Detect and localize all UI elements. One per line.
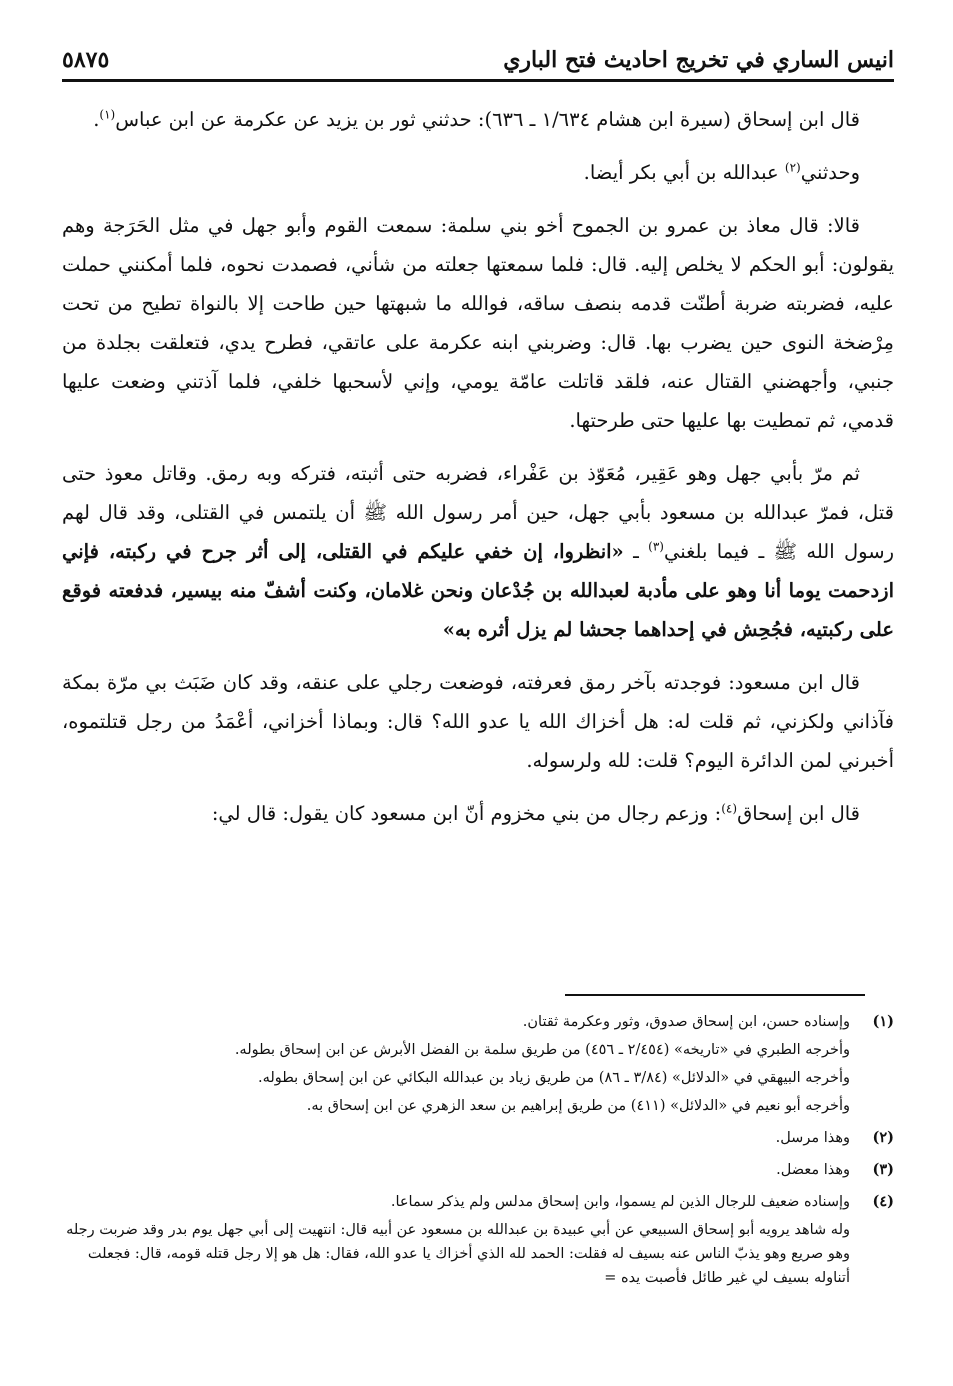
footnote-line: وهذا معضل. [776, 1162, 850, 1178]
footnote-line: وهذا مرسل. [775, 1130, 850, 1146]
footnote-number: (٣) [872, 1161, 894, 1178]
paragraph-1: قال ابن إسحاق (سيرة ابن هشام ١/٦٣٤ ـ ٦٣٦): حدثني ثور بن يزيد عن عكرمة عن ابن عباس$^{(١)}$. [93, 107, 860, 131]
footnote-number: (٢) [872, 1129, 894, 1146]
footnote-1 [62, 1010, 894, 1122]
footnote-line: وإسناده ضعيف للرجال الذين لم يسموا، وابن إسحاق مدلس ولم يذكر سماعا. [390, 1194, 850, 1210]
paragraph-6: قال ابن إسحاق$^{(٤)}$: وزعم رجال من بني مخزوم أنّ ابن مسعود كان يقول: قال لي: [211, 801, 860, 825]
footnote-divider [565, 994, 865, 996]
footnote-3 [62, 1158, 894, 1186]
paragraph-5: قال ابن مسعود: فوجدته بآخر رمق فعرفته، فوضعت رجلي على عنقه، وقد كان ضَبَث بي مرّة بمكة فآذاني ولكزني، ثم قلت له: هل أخزاك الله يا عدو الله؟ قال: وبماذا أخزاني، أعْمَدُ من رجل قتلتموه، أخبرني لمن الدائرة اليوم؟ قلت: لله ولرسوله. [62, 671, 894, 772]
paragraph-4: ثم مرّ بأبي جهل وهو عَقِير، مُعَوّذ بن عَفْراء، فضربه حتى أثبته، فتركه وبه رمق. وقاتل معوذ حتى قتل، فمرّ عبدالله بن مسعود بأبي جهل، حين أمر رسول الله ﷺ أن يلتمس في القتلى، وقد قال لهم رسول الله ﷺ ـ فيما بلغني$^{(٣)}$ ـ «انظروا، إن خفي عليكم في القتلى، إلى أثر جرح في ركبته، فإني ازدحمت يوما أنا وهو على مأدبة لعبدالله بن جُدْعان ونحن غلامان، وكنت أشفّ منه بيسير، فدفعته فوقع على ركبتيه، فجُحِش في إحداهما جحشا لم يزل أثره به» [62, 462, 894, 641]
footnote-4 [62, 1190, 894, 1294]
footnote-ref-1[interactable]: (١) [99, 107, 116, 122]
footnote-ref-4[interactable]: (٤) [721, 801, 738, 816]
footnote-line: وأخرجه الطبري في «تاريخه» (٢/٤٥٤ ـ ٤٥٦) من طريق سلمة بن الفضل الأبرش عن ابن إسحاق بطوله. [234, 1042, 850, 1058]
footnote-line: وأخرجه أبو نعيم في «الدلائل» (٤١١) من طريق إبراهيم بن سعد الزهري عن ابن إسحاق به. [306, 1098, 850, 1114]
main-text [62, 100, 894, 847]
footnote-number: (٤) [872, 1193, 894, 1210]
footnote-line: وله شاهد يرويه أبو إسحاق السبيعي عن أبي عبيدة بن عبدالله بن مسعود عن أبيه قال: انتهيت إلى أبي جهل يوم بدر وقد ضربت رجله وهو صريع وهو يذبّ الناس عنه بسيف له فقلت: الحمد لله الذي أخزاك يا عدو الله، فقال: هل هو إلا رجل قتله قومه، قال: فجعلت أتناوله بسيف لي غير طائل فأصبت يده = [66, 1222, 850, 1286]
paragraph-2: وحدثني$^{(٢)}$ عبدالله بن أبي بكر أيضا. [583, 160, 860, 184]
footnote-ref-2[interactable]: (٢) [784, 160, 801, 175]
footnote-line: وإسناده حسن، ابن إسحاق صدوق، وثور وعكرمة ثقتان. [522, 1014, 850, 1030]
footnotes [62, 1010, 894, 1298]
page-number: ٥٨٧٥ [62, 47, 110, 73]
hadith-quote: «انظروا، إن خفي عليكم في القتلى، إلى أثر جرح في ركبته، فإني ازدحمت يوما أنا وهو على مأدبة لعبدالله بن جُدْعان ونحن غلامان، وكنت أشفّ منه بيسير، فدفعته فوقع على ركبتيه، فجُحِش في إحداهما جحشا لم يزل أثره به» [62, 540, 894, 641]
footnote-ref-3[interactable]: (٣) [648, 539, 664, 554]
footnote-number: (١) [872, 1013, 894, 1030]
footnote-2 [62, 1126, 894, 1154]
paragraph-3: قالا: قال معاذ بن عمرو بن الجموح أخو بني سلمة: سمعت القوم وأبو جهل في مثل الحَرَجة وهم يقولون: أبو الحكم لا يخلص إليه. قال: فلما سمعتها جعلته من شأني، فصمدت نحوه، فلما أمكنني حملت عليه، فضربته ضربة أطنّت قدمه بنصف ساقه، فوالله ما شبهتها حين طاحت إلا بالنواة تطيح من تحت مِرْضخة النوى حين يضرب بها. قال: وضربني ابنه عكرمة على عاتقي، فطرح يدي، فتعلقت بجلدة من جنبي، وأجهضني القتال عنه، فلقد قاتلت عامّة يومي، وإني لأسحبها خلفي، فلما آذتني وضعت عليها قدمي، ثم تمطيت بها عليها حتى طرحتها. [62, 214, 894, 432]
footnote-line: وأخرجه البيهقي في «الدلائل» (٣/٨٤ ـ ٨٦) من طريق زياد بن عبدالله البكائي عن ابن إسحاق بطوله. [258, 1070, 850, 1086]
page-header [62, 36, 894, 82]
running-title: انيس الساري في تخريج احاديث فتح الباري [503, 47, 894, 73]
